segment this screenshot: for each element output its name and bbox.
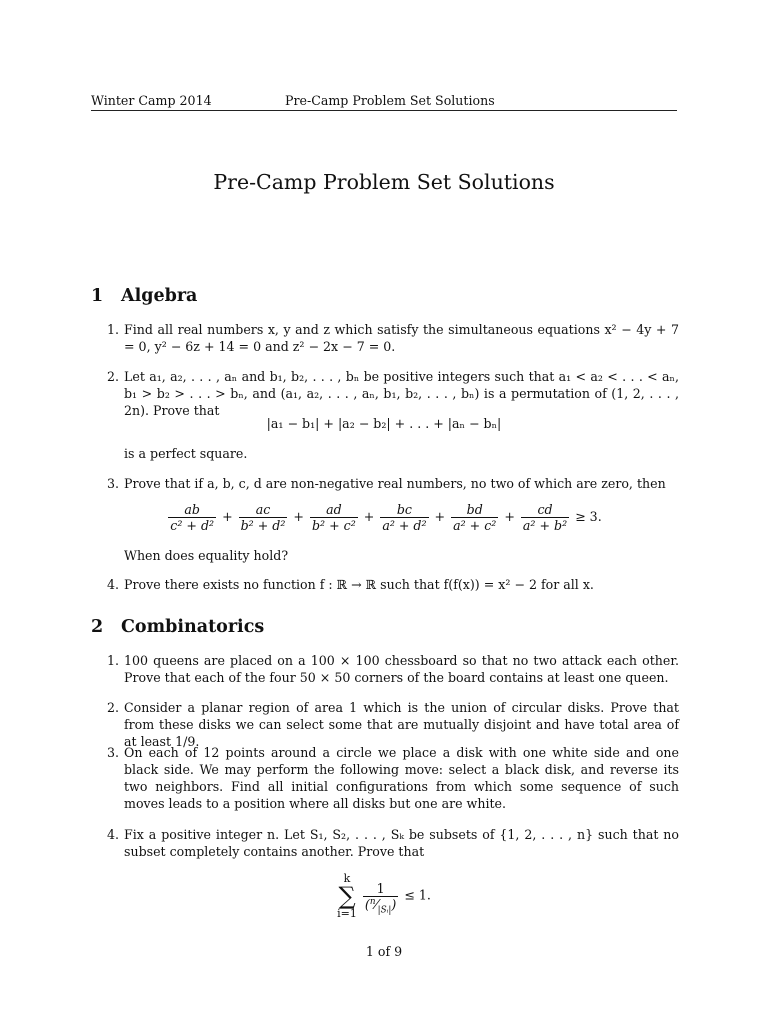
section-title: Combinatorics [121, 617, 265, 637]
algebra-problem-3: 3. Prove that if a, b, c, d are non-negative real numbers, no two of which are zero, then [107, 475, 679, 492]
section-heading-algebra [91, 286, 197, 306]
problem-text: Prove there exists no function f : ℝ → ℝ such that f(f(x)) = x² − 2 for all x. [124, 577, 594, 592]
algebra-problem-4: 4. Prove there exists no function f : ℝ → ℝ such that f(f(x)) = x² − 2 for all x. [107, 576, 679, 593]
header-rule [91, 110, 677, 111]
problem-text: Let a₁, a₂, . . . , aₙ and b₁, b₂, . . . , bₙ be positive integers such that a₁ < a₂ < . . . < aₙ, b₁ > b₂ > . . . > bₙ, and (a₁, a₂, . . . , aₙ, b₁, b₂, . . . , bₙ) is a permutation of (1, 2, . . . , 2n). Prove that [124, 369, 679, 418]
equation-sum-abs: |a₁ − b₁| + |a₂ − b₂| + . . . + |aₙ − bₙ| [266, 416, 502, 431]
section-number: 2 [91, 617, 104, 637]
problem-text: Find all real numbers x, y and z which satisfy the simultaneous equations x² − 4y + 7 = 0, y² − 6z + 14 = 0 and z² − 2x − 7 = 0. [124, 322, 679, 354]
combinatorics-problem-2: 2. Consider a planar region of area 1 which is the union of circular disks. Prove that from these disks we can select some that are mutually disjoint and have total area of at least 1/9. [107, 700, 679, 749]
running-header-title: Pre-Camp Problem Set Solutions [285, 93, 495, 108]
algebra-problem-2: 2. Let a₁, a₂, . . . , aₙ and b₁, b₂, . . . , bₙ be positive integers such that a₁ < a₂ < . . . < aₙ, b₁ > b₂ > . . . > bₙ, and (a₁, a₂, . . . , aₙ, b₁, b₂, . . . , bₙ) is a permutation of (1, 2, . . . , 2n). Prove that [107, 369, 679, 418]
problem-text: Prove that if a, b, c, d are non-negative real numbers, no two of which are zero, then [124, 476, 666, 491]
problem-text: Consider a planar region of area 1 which is the union of circular disks. Prove that from these disks we can select some that are mutually disjoint and have total area of at least 1/9. [124, 700, 679, 749]
combinatorics-problem-4: 4. Fix a positive integer n. Let S₁, S₂, . . . , Sₖ be subsets of {1, 2, . . . , n} such that no subset completely contains another. Prove that [107, 827, 679, 859]
equation-fraction-inequality: $\frac{ab}{\text{c² + d²}}$ + $\frac{ac}{\text{b² + d²}}$ + $\frac{ad}{\text{b² + c²}}$ + $\frac{bc}{\text{a² + d²}}$ + $\frac{bd}{\text{a² + c²}}$ + $\frac{cd}{\text{a² + b²}}$ ≥ 3. [170, 502, 602, 533]
problem-text: On each of 12 points around a circle we place a disk with one white side and one black side. We may perform the following move: select a black disk, and reverse its two neighbors. Find all initial configurations from which some sequence of such moves leads to a position where all disks but one are white. [124, 745, 679, 811]
problem-text-continued: When does equality hold? [124, 548, 289, 563]
running-header-left: Winter Camp 2014 [91, 93, 212, 108]
page-title: Pre-Camp Problem Set Solutions [213, 170, 555, 194]
section-number: 1 [91, 286, 104, 306]
page-number: 1 of 9 [365, 944, 403, 959]
problem-text: Fix a positive integer n. Let S₁, S₂, . . . , Sₖ be subsets of {1, 2, . . . , n} such that no subset completely contains another. Prove that [124, 827, 679, 859]
algebra-problem-1: 1. Find all real numbers x, y and z which satisfy the simultaneous equations x² − 4y + 7 = 0, y² − 6z + 14 = 0 and z² − 2x − 7 = 0. [107, 322, 679, 354]
problem-text: 100 queens are placed on a 100 × 100 chessboard so that no two attack each other. Prove that each of the four 50 × 50 corners of the board contains at least one queen. [124, 653, 679, 685]
section-heading-combinatorics [91, 617, 264, 637]
combinatorics-problem-3: 3. On each of 12 points around a circle we place a disk with one white side and one black side. We may perform the following move: select a black disk, and reverse its two neighbors. Find all initial configurations from which some sequence of such moves leads to a position where all disks but one are white. [107, 745, 679, 811]
problem-text-continued: is a perfect square. [124, 446, 248, 461]
section-title: Algebra [121, 286, 198, 306]
equation-sum-binomial: k ∑ i=1 $\frac{1}{(^n⁄_{|Sᵢ|})}$ ≤ 1. [337, 872, 431, 920]
combinatorics-problem-1: 1. 100 queens are placed on a 100 × 100 chessboard so that no two attack each other. Prove that each of the four 50 × 50 corners of the board contains at least one queen. [107, 653, 679, 685]
